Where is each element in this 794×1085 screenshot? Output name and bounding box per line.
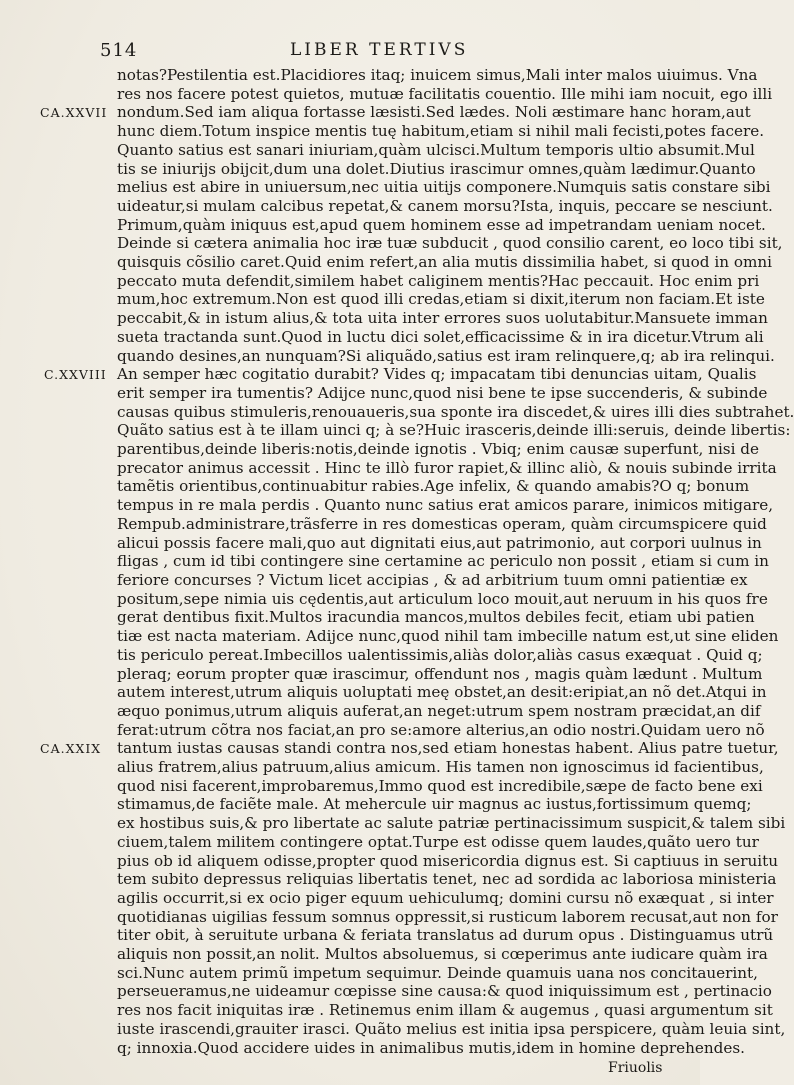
text-line: precator animus accessit . Hinc te illò furor rapiet,& illinc aliò, & nouis subinde irrita (117, 458, 777, 477)
chapter-marker: CA.XXIX (40, 741, 102, 757)
text-line: hunc diem.Totum inspice mentis tuę habitum,etiam si nihil mali fecisti,potes facere. (117, 122, 765, 141)
text-line: res nos facit iniquitas iræ . Retinemus enim illam & augemus , quasi argumentum sit (117, 1001, 773, 1020)
text-line: quod nisi facerent,improbaremus,Immo quod est incredibile,sæpe de facto bene exi (117, 776, 763, 795)
text-line: tiæ est nacta materiam. Adijce nunc,quod nihil tam imbecille natum est,ut sine eliden (117, 627, 779, 646)
chapter-marker: CA.XXVII (40, 105, 108, 121)
text-line: mum,hoc extremum.Non est quod illi credas,etiam si dixit,iterum non faciam.Et iste (117, 290, 765, 309)
text-line: positum,sepe nimia uis cędentis,aut articulum loco mouit,aut neruum in his quos fre (117, 589, 768, 608)
text-line: parentibus,deinde liberis:notis,deinde ignotis . Vbiq; enim causæ superfunt, nisi de (117, 440, 759, 459)
text-line: peccato muta defendit,similem habet caliginem mentis?Hac peccauit. Hoc enim pri (117, 271, 760, 290)
page-number: 514 (100, 40, 138, 61)
text-line: nondum.Sed iam aliqua fortasse læsisti.Sed lædes. Noli æstimare hanc horam,aut (117, 103, 751, 122)
text-line: Deinde si cætera animalia hoc iræ tuæ subducit , quod consilio carent, eo loco tibi sit, (117, 234, 783, 253)
body-text (117, 66, 794, 1057)
chapter-marker: C.XXVIII (44, 367, 107, 383)
text-line: sci.Nunc autem primũ impetum sequimur. Deinde quamuis uana nos concitauerint, (117, 963, 758, 982)
text-line: tis se iniurijs obijcit,dum una dolet.Diutius irascimur omnes,quàm lædimur.Quanto (117, 159, 756, 178)
text-line: quisquis cõsilio caret.Quid enim refert,an alia mutis dissimilia habet, si quod in omni (117, 253, 772, 272)
text-line: Rempub.administrare,trãsferre in res domesticas operam, quàm circumspicere quid (117, 514, 767, 533)
running-head: LIBER TERTIVS (290, 40, 469, 60)
text-line: Quãto satius est à te illam uinci q; à se?Huic irasceris,deinde illi:seruis, deinde libertis: (117, 421, 791, 440)
text-line: stimamus,de faciẽte male. At mehercule uir magnus ac iustus,fortissimum quemq; (117, 795, 752, 814)
text-line: gerat dentibus fixit.Multos iracundia mancos,multos debiles fecit, etiam ubi patien (117, 608, 755, 627)
text-line: autem interest,utrum aliquis uoluptati meę obstet,an desit:eripiat,an nõ det.Atqui in (117, 683, 767, 702)
text-line: alius fratrem,alius patruum,alius amicum. His tamen non ignoscimus id facientibus, (117, 758, 764, 777)
text-line: Primum,quàm iniquus est,apud quem hominem esse ad impetrandam ueniam nocet. (117, 215, 766, 234)
text-line: feriore concurses ? Victum licet accipias , & ad arbitrium tuum omni patientiæ ex (117, 570, 748, 589)
text-line: tem subito depressus reliquias libertatis tenet, nec ad sordida ac laboriosa ministeria (117, 870, 777, 889)
text-line: ferat:utrum cõtra nos faciat,an pro se:amore alterius,an odio nostri.Quidam uero nõ (117, 720, 765, 739)
text-line: erit semper ira tumentis? Adijce nunc,quod nisi bene te ipse succenderis, & subinde (117, 383, 768, 402)
page-header (100, 40, 660, 66)
text-line: tantum iustas causas standi contra nos,sed etiam honestas habent. Alius patre tuetur, (117, 739, 779, 758)
text-line: An semper hæc cogitatio durabit? Vides q; impacatam tibi denuncias uitam, Qualis (117, 365, 757, 384)
text-line: tamẽtis orientibus,continuabitur rabies.Age infelix, & quando amabis?O q; bonum (117, 477, 750, 496)
text-line: iuste irascendi,grauiter irasci. Quãto melius est initia ipsa perspicere, quàm leuia sint, (117, 1019, 786, 1038)
text-line: tempus in re mala perdis . Quanto nunc satius erat amicos parare, inimicos mitigare, (117, 496, 774, 515)
text-line: melius est abire in uniuersum,nec uitia uitijs componere.Numquis satis constare sibi (117, 178, 771, 197)
text-line: titer obit, à seruitute urbana & feriata translatus ad durum opus . Distinguamus utrũ (117, 926, 774, 945)
text-line: notas?Pestilentia est.Placidiores itaq; inuicem simus,Mali inter malos uiuimus. Vna (117, 66, 758, 84)
text-line: res nos facere potest quietos, mutuæ facilitatis couentio. Ille mihi iam nocuit, ego illi (117, 84, 773, 103)
text-line: Quanto satius est sanari iniuriam,quàm ulcisci.Multum temporis ultio absumit.Mul (117, 140, 755, 159)
text-line: pius ob id aliquem odisse,propter quod misericordia dignus est. Si captiuus in seruitu (117, 851, 779, 870)
text-line: aliquis non possit,an nolit. Multos absoluemus, si cœperimus ante iudicare quàm ira (117, 945, 768, 964)
text-line: ciuem,talem militem contingere optat.Turpe est odisse quem laudes,quãto uero tur (117, 832, 759, 851)
text-line: uideatur,si mulam calcibus repetat,& canem morsu?Ista, inquis, peccare se nesciunt. (117, 196, 773, 215)
text-line: æquo ponimus,utrum aliquis auferat,an neget:utrum spem nostram præcidat,an dif (117, 701, 761, 720)
text-line: quotidianas uigilias fessum somnus oppressit,si rusticum laborem recusat,aut non for (117, 907, 778, 926)
text-line: quando desines,an nunquam?Si aliquãdo,satius est iram relinquere,q; ab ira relinqui. (117, 346, 775, 365)
text-line: agilis occurrit,si ex ocio piger equum uehiculumq; domini cursu nõ exæquat , si inter (117, 888, 774, 907)
text-line: peccabit,& in istum alius,& tota uita inter errores suos uolutabitur.Mansuete imman (117, 309, 768, 328)
text-line: pleraq; eorum propter quæ irascimur, offendunt nos , magis quàm lædunt . Multum (117, 664, 763, 683)
text-line: tis periculo pereat.Imbecillos ualentissimis,aliàs dolor,aliàs casus exæquat . Quid q; (117, 645, 763, 664)
text-line: fligas , cum id tibi contingere sine certamine ac periculo non possit , etiam si cum in (117, 552, 769, 571)
text-line: perseueramus,ne uideamur cœpisse sine causa:& quod iniquissimum est , pertinacio (117, 982, 772, 1001)
text-line: alicui possis facere mali,quo aut dignitati eius,aut patrimonio, aut corpori uulnus in (117, 533, 762, 552)
text-line: causas quibus stimuleris,renouaueris,sua sponte ira discedet,& uires illi dies subtrahet. (117, 402, 794, 421)
text-line: sueta tractanda sunt.Quod in luctu dici solet,efficacissime & in ira dicetur.Vtrum ali (117, 327, 764, 346)
text-line: q; innoxia.Quod accidere uides in animalibus mutis,idem in homine deprehendes. (117, 1038, 745, 1057)
text-line: ex hostibus suis,& pro libertate ac salute patriæ pertinacissimum suspicit,& talem sibi (117, 814, 786, 833)
catchword: Friuolis (608, 1060, 663, 1076)
